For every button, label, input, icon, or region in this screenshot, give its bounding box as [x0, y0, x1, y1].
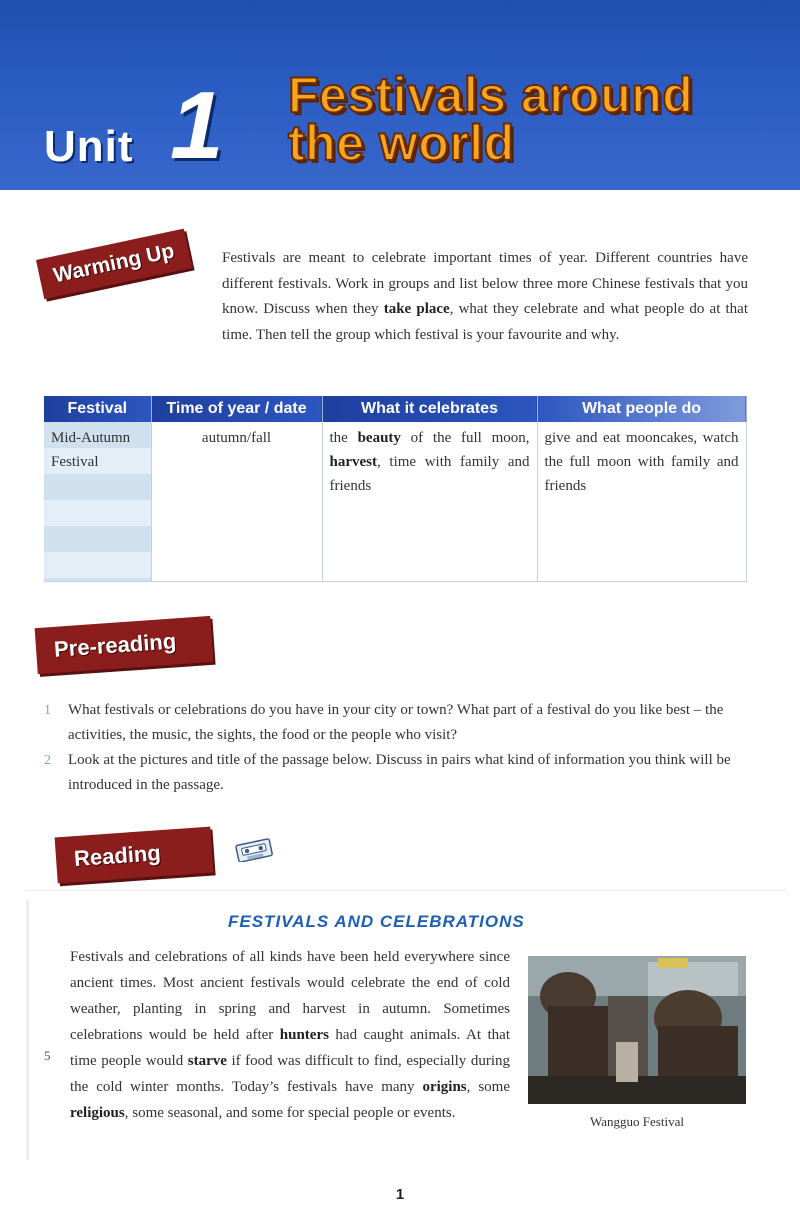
item-text: What festivals or celebrations do you have in your city or town? What part of a festival do you like best – the activities, the music, the sights, the food or the people who visit?	[68, 702, 724, 743]
cell-text: , time with family and friends	[329, 454, 530, 494]
cell-festival	[44, 422, 151, 582]
header-celebrates: What it celebrates	[322, 396, 537, 422]
pre-reading-list	[44, 698, 748, 798]
item-number: 1	[44, 703, 51, 718]
page-number: 1	[395, 1186, 405, 1203]
cassette-audio-icon[interactable]	[234, 838, 274, 862]
cell-text: of the full moon,	[400, 430, 530, 446]
passage-text: Festivals and celebrations of all kinds have been held everywhere since ancient times. Most ancient festivals would celebrate the end of cold weather, planting in spring and harvest in autumn. Sometimes celebrations would be held after	[70, 949, 510, 1043]
passage-text: , some seasonal, and some for special people or events.	[124, 1105, 456, 1121]
passage-text: if food was difficult to find, especially during the cold winter months. Today’s festivals have many	[70, 1053, 510, 1095]
unit-banner	[0, 0, 800, 190]
pre-reading-tag: Pre-reading	[35, 616, 214, 674]
cell-text: the	[329, 430, 358, 446]
list-item	[44, 698, 748, 748]
cell-people-do: give and eat mooncakes, watch the full moon with family and friends	[537, 422, 746, 582]
warming-up-text	[222, 246, 748, 348]
list-item	[44, 748, 748, 798]
festival-name-line: Mid-Autumn	[51, 430, 131, 446]
passage-text: , some	[466, 1079, 510, 1095]
vocab-hunters: hunters	[279, 1027, 329, 1043]
vocab-religious: religious	[70, 1105, 125, 1121]
vocab-take-place: take place	[383, 301, 450, 318]
line-number: 5	[44, 1048, 51, 1063]
warming-up-text-part: , what they celebrate and what people do at that time. Then tell the group which festival is your favourite and why.	[222, 301, 749, 343]
cell-celebrates	[322, 422, 537, 582]
reading-tag: Reading	[55, 827, 214, 884]
festival-name-line: Festival	[51, 454, 99, 470]
reading-passage	[70, 944, 510, 1126]
table-header-row	[44, 396, 746, 422]
warming-up-text-part: Festivals are meant to celebrate important times of year. Different countries have different festivals. Work in groups and list below three more Chinese festivals that you know. Discuss when they	[222, 250, 748, 318]
cell-time: autumn/fall	[151, 422, 322, 582]
unit-title-line-2: the world	[288, 115, 515, 171]
unit-title-line-1: Festivals around	[288, 67, 694, 123]
vocab-harvest: harvest	[329, 454, 377, 470]
vocab-starve: starve	[187, 1053, 227, 1069]
photo-caption: Wangguo Festival	[590, 1114, 684, 1129]
passage-title: FESTIVALS AND CELEBRATIONS	[228, 912, 525, 931]
vocab-beauty: beauty	[357, 430, 401, 446]
warming-up-tag: Warming Up	[36, 229, 192, 299]
vocab-origins: origins	[422, 1079, 467, 1095]
passage-text: had caught animals. At that time people would	[70, 1027, 511, 1069]
unit-number: 1	[170, 72, 224, 179]
header-festival: Festival	[44, 396, 151, 422]
header-people-do: What people do	[537, 396, 746, 422]
unit-label: Unit	[44, 122, 134, 171]
item-number: 2	[44, 753, 51, 768]
table-row	[44, 422, 746, 582]
festival-table	[44, 396, 747, 582]
reading-side-rule	[26, 900, 29, 1160]
reading-divider	[26, 890, 786, 891]
item-text: Look at the pictures and title of the passage below. Discuss in pairs what kind of information you think will be introduced in the passage.	[68, 752, 731, 793]
festival-photo	[528, 956, 746, 1104]
header-time: Time of year / date	[151, 396, 322, 422]
